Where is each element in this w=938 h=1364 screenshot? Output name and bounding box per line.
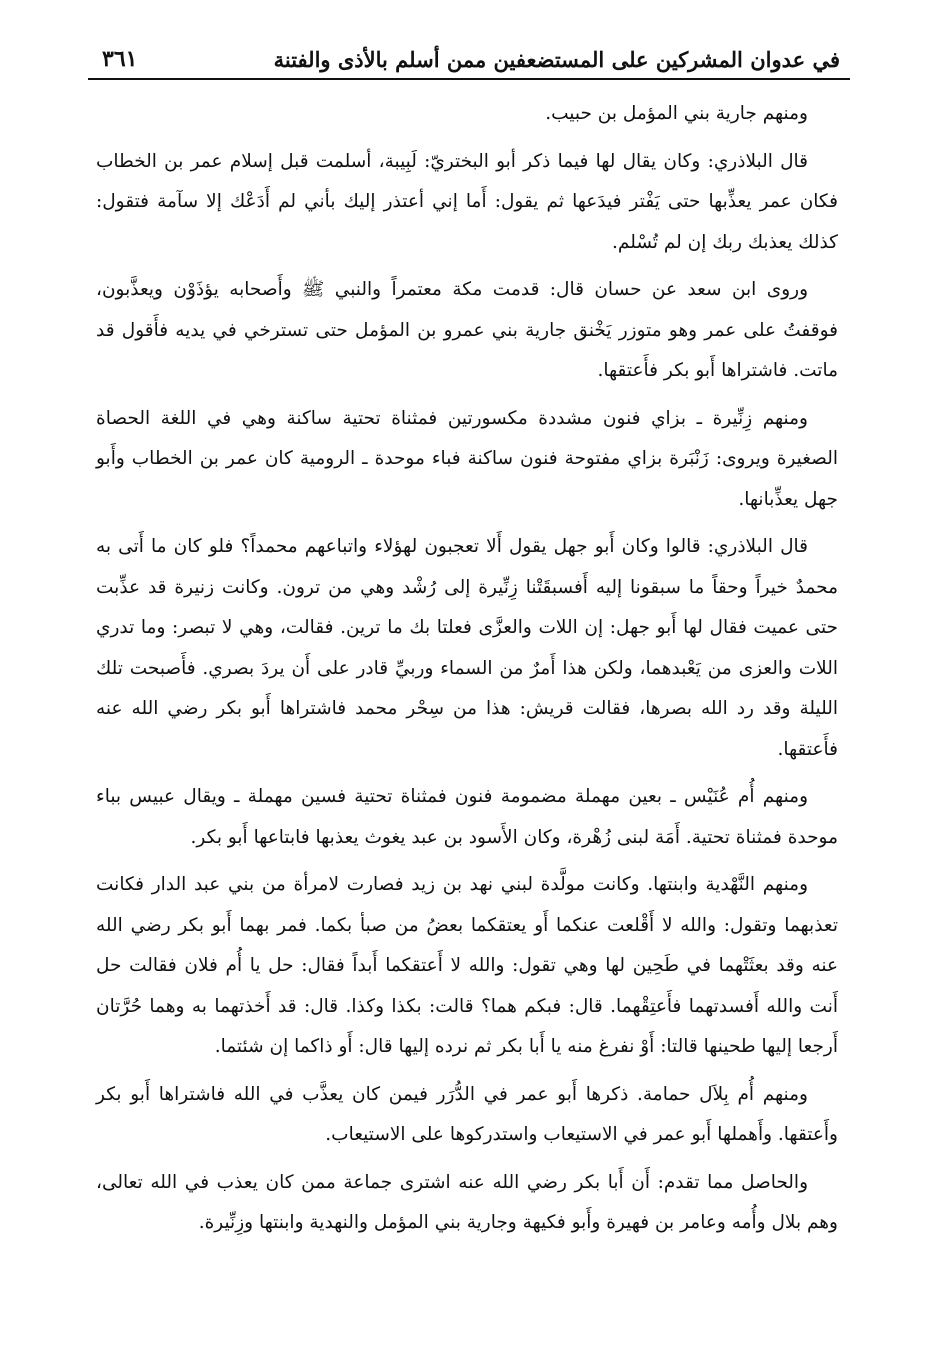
paragraph: ومنهم زِنِّيرة ـ بزاي فنون مشددة مكسورتين فمثناة تحتية ساكنة وهي في اللغة الحصاة الصغيرة ويروى: زَنْبَرة بزاي مفتوحة فنون ساكنة فباء موحدة ـ الرومية كان عمر بن الخطاب وأَبو جهل يعذِّبانها.	[96, 407, 838, 510]
page-number: ٣٦١	[102, 46, 138, 72]
paragraph: ومنهم أُم بِلاَل حمامة. ذكرها أَبو عمر في الدُّرَر فيمن كان يعذَّب في الله فاشتراها أَبو بكر وأَعتقها. وأَهملها أَبو عمر في الاستيعاب واستدركوها على الاستيعاب.	[96, 1083, 838, 1145]
paragraph: وروى ابن سعد عن حسان قال: قدمت مكة معتمراً والنبي ﷺ وأَصحابه يؤذَوْن ويعذَّبون، فوقفتُ على عمر وهو متوزر يَخْنق جارية بني عمرو بن المؤمل حتى تسترخي في يديه فأَقول قد ماتت. فاشتراها أَبو بكر فأَعتقها.	[96, 279, 838, 381]
body-text	[96, 94, 838, 1244]
paragraph: قال البلاذري: وكان يقال لها فيما ذكر أبو البختريّ: لَبِيبة، أسلمت قبل إسلام عمر بن الخطاب فكان عمر يعذِّبها حتى يَفْتر فيدَعها ثم يقول: أَما إني أعتذر إليك بأني لم أَدَعْك إلا سآمة فتقول: كذلك يعذبك ربك إن لم تُسْلم.	[96, 150, 838, 253]
chapter-title: في عدوان المشركين على المستضعفين ممن أسلم بالأذى والفتنة	[273, 47, 840, 72]
paragraph: ومنهم جارية بني المؤمل بن حبيب.	[545, 103, 808, 124]
paragraph: ومنهم أُم عُنَيْس ـ بعين مهملة مضمومة فنون فمثناة تحتية فسين مهملة ـ ويقال عبيس بباء موحدة فمثناة تحتية. أَمَة لبنى زُهْرة، وكان الأَسود بن عبد يغوث يعذبها فابتاعها أَبو بكر.	[96, 786, 838, 848]
paragraph: قال البلاذري: قالوا وكان أَبو جهل يقول أَلا تعجبون لهؤلاء واتباعهم محمداً؟ فلو كان ما أَتى به محمدٌ خيراً وحقاً ما سبقونا إليه أَفسبقَتْنا زِنِّيرة إلى رُشْد وهي من ترون. وكانت زنيرة قد عذِّبت حتى عميت فقال لها أَبو جهل: إن اللات والعزَّى فعلتا بك ما ترين. فقالت، وهي لا تبصر: وما تدري اللات والعزى من يَعْبدهما، ولكن هذا أَمرٌ من السماء وربيِّ قادر على أَن يردَ بصري. فأَصبحت تلك الليلة وقد رد الله بصرها، فقالت قريش: هذا من سِحْر محمد فاشتراها أَبو بكر رضي الله عنه فأَعتقها.	[96, 536, 838, 760]
paragraph: ومنهم النَّهْدية وابنتها. وكانت مولَّدة لبني نهد بن زيد فصارت لامرأة من بني عبد الدار فكانت تعذبهما وتقول: والله لا أَقْلعت عنكما أَو يعتقكما بعضُ من صبأ بكما. فمر بهما أَبو بكر رضي الله عنه وقد بعثَتْهما في طَحِين لها وهي تقول: والله لا أَعتقكما أَبداً فقال: حل يا أُم فلان فقالت حل أَنت والله أَفسدتهما فأَعتِقْهما. قال: فبكم هما؟ قالت: بكذا وكذا. قال: قد أَخذتهما به وهما حُرَّتان أَرجعا إليها طحينها قالتا: أَوْ نفرغ منه يا أَبا بكر ثم نرده إليها قال: أَو ذاكما إن شئتما.	[96, 874, 838, 1057]
paragraph: والحاصل مما تقدم: أَن أَبا بكر رضي الله عنه اشترى جماعة ممن كان يعذب في الله تعالى، وهم بلال وأُمه وعامر بن فهيرة وأَبو فكيهة وجارية بني المؤمل والنهدية وابنتها وزِنِّيرة.	[96, 1171, 838, 1233]
running-header	[88, 34, 850, 80]
